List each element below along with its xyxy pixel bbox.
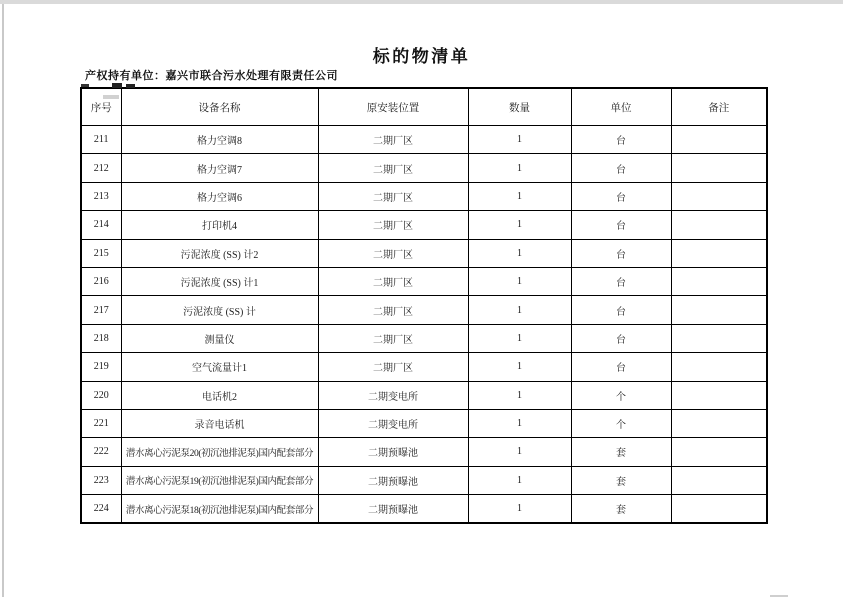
- cell-unit: 台: [571, 353, 671, 381]
- cell-remark: [671, 381, 767, 409]
- table-row: [81, 296, 767, 324]
- table-row: [81, 154, 767, 182]
- cell-unit: 套: [571, 466, 671, 494]
- cell-qty: 1: [468, 438, 571, 466]
- cell-name: 潜水离心污泥泵19(初沉池排泥泵)国内配套部分: [121, 466, 318, 494]
- cell-unit: 套: [571, 495, 671, 524]
- cell-remark: [671, 182, 767, 210]
- cell-remark: [671, 239, 767, 267]
- cell-location: 二期厂区: [318, 239, 468, 267]
- table-row: [81, 381, 767, 409]
- cell-qty: 1: [468, 211, 571, 239]
- column-header-unit: 单位: [571, 88, 671, 126]
- cell-no: 218: [81, 324, 121, 352]
- cell-location: 二期厂区: [318, 126, 468, 154]
- table-row: [81, 126, 767, 154]
- cell-name: 空气流量计1: [121, 353, 318, 381]
- cell-remark: [671, 409, 767, 437]
- cell-remark: [671, 154, 767, 182]
- cell-qty: 1: [468, 495, 571, 524]
- page-top-edge: [0, 0, 843, 4]
- cell-unit: 台: [571, 126, 671, 154]
- cell-no: 214: [81, 211, 121, 239]
- table-row: [81, 495, 767, 524]
- table-row: [81, 267, 767, 295]
- cell-remark: [671, 466, 767, 494]
- scan-artifact: [103, 95, 119, 99]
- cell-remark: [671, 126, 767, 154]
- column-header-qty: 数量: [468, 88, 571, 126]
- cell-no: 213: [81, 182, 121, 210]
- cell-name: 测量仪: [121, 324, 318, 352]
- table-header-row: [81, 88, 767, 126]
- cell-qty: 1: [468, 324, 571, 352]
- cell-qty: 1: [468, 154, 571, 182]
- cell-unit: 台: [571, 182, 671, 210]
- cell-qty: 1: [468, 239, 571, 267]
- cell-name: 格力空调8: [121, 126, 318, 154]
- cell-remark: [671, 353, 767, 381]
- cell-location: 二期预曝池: [318, 438, 468, 466]
- cell-no: 223: [81, 466, 121, 494]
- table-row: [81, 211, 767, 239]
- cell-location: 二期厂区: [318, 353, 468, 381]
- cell-location: 二期厂区: [318, 211, 468, 239]
- cell-unit: 个: [571, 409, 671, 437]
- table-body: [81, 126, 767, 524]
- column-header-name: 设备名称: [121, 88, 318, 126]
- cell-remark: [671, 438, 767, 466]
- cell-qty: 1: [468, 409, 571, 437]
- cell-location: 二期预曝池: [318, 495, 468, 524]
- cell-location: 二期厂区: [318, 154, 468, 182]
- cell-qty: 1: [468, 182, 571, 210]
- cell-no: 211: [81, 126, 121, 154]
- table-row: [81, 466, 767, 494]
- scan-artifact: [126, 84, 135, 88]
- cell-no: 217: [81, 296, 121, 324]
- cell-qty: 1: [468, 381, 571, 409]
- cell-name: 潜水离心污泥泵20(初沉池排泥泵)国内配套部分: [121, 438, 318, 466]
- cell-remark: [671, 495, 767, 524]
- cell-location: 二期厂区: [318, 182, 468, 210]
- cell-remark: [671, 211, 767, 239]
- cell-no: 222: [81, 438, 121, 466]
- table-row: [81, 182, 767, 210]
- cell-remark: [671, 267, 767, 295]
- cell-unit: 台: [571, 296, 671, 324]
- cell-unit: 套: [571, 438, 671, 466]
- scan-artifact: [81, 84, 89, 87]
- cell-remark: [671, 324, 767, 352]
- cell-qty: 1: [468, 296, 571, 324]
- cell-no: 224: [81, 495, 121, 524]
- scan-artifact: [112, 83, 122, 88]
- cell-location: 二期变电所: [318, 381, 468, 409]
- cell-name: 污泥浓度 (SS) 计1: [121, 267, 318, 295]
- cell-name: 污泥浓度 (SS) 计2: [121, 239, 318, 267]
- cell-name: 格力空调7: [121, 154, 318, 182]
- cell-location: 二期预曝池: [318, 466, 468, 494]
- cell-no: 221: [81, 409, 121, 437]
- cell-qty: 1: [468, 353, 571, 381]
- cell-unit: 台: [571, 324, 671, 352]
- cell-no: 219: [81, 353, 121, 381]
- cell-location: 二期厂区: [318, 267, 468, 295]
- cell-qty: 1: [468, 466, 571, 494]
- cell-no: 212: [81, 154, 121, 182]
- cell-location: 二期变电所: [318, 409, 468, 437]
- cell-remark: [671, 296, 767, 324]
- cell-unit: 台: [571, 239, 671, 267]
- table-row: [81, 409, 767, 437]
- cell-name: 污泥浓度 (SS) 计: [121, 296, 318, 324]
- cell-qty: 1: [468, 126, 571, 154]
- cell-location: 二期厂区: [318, 324, 468, 352]
- cell-name: 格力空调6: [121, 182, 318, 210]
- cell-unit: 个: [571, 381, 671, 409]
- table-row: [81, 353, 767, 381]
- cell-unit: 台: [571, 267, 671, 295]
- cell-name: 潜水离心污泥泵18(初沉池排泥泵)国内配套部分: [121, 495, 318, 524]
- owner-line: 产权持有单位：嘉兴市联合污水处理有限责任公司: [85, 70, 338, 82]
- cell-unit: 台: [571, 211, 671, 239]
- cell-qty: 1: [468, 267, 571, 295]
- column-header-remark: 备注: [671, 88, 767, 126]
- page-title: 标的物清单: [372, 47, 471, 66]
- table-row: [81, 438, 767, 466]
- column-header-location: 原安装位置: [318, 88, 468, 126]
- cell-location: 二期厂区: [318, 296, 468, 324]
- cell-no: 220: [81, 381, 121, 409]
- cell-name: 打印机4: [121, 211, 318, 239]
- table-row: [81, 239, 767, 267]
- cell-name: 录音电话机: [121, 409, 318, 437]
- cell-unit: 台: [571, 154, 671, 182]
- cell-name: 电话机2: [121, 381, 318, 409]
- table-row: [81, 324, 767, 352]
- cell-no: 215: [81, 239, 121, 267]
- equipment-table: [80, 87, 768, 524]
- page-left-edge: [2, 4, 4, 597]
- cell-no: 216: [81, 267, 121, 295]
- column-header-no: 序号: [81, 88, 121, 126]
